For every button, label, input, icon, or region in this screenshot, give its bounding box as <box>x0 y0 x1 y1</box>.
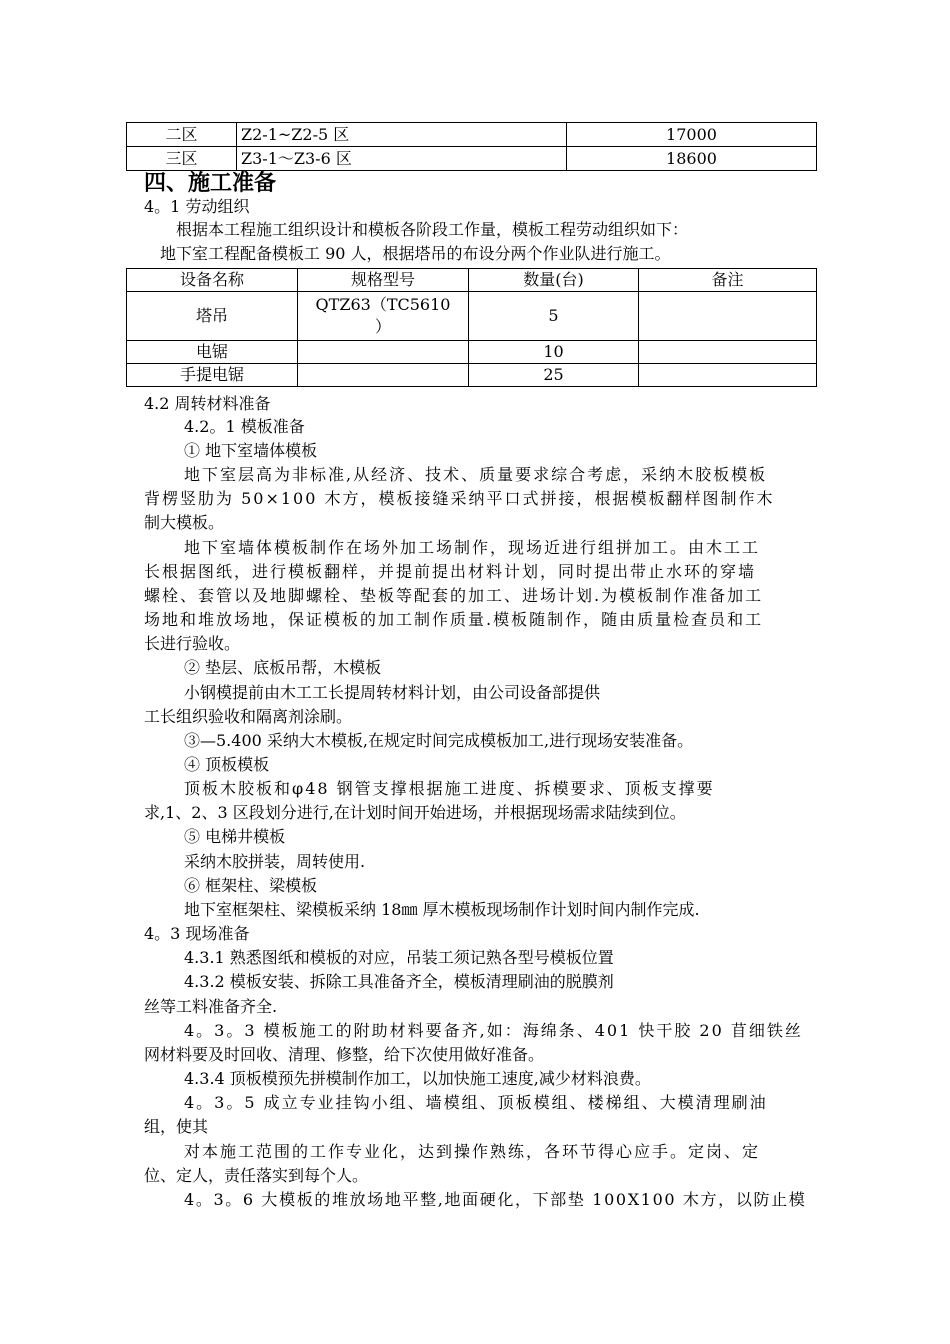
paragraph-line: 地下室框架柱、梁模板采纳 18㎜ 厚木模板现场制作计划时间内制作完成. <box>184 900 700 919</box>
note-cell <box>639 364 817 387</box>
paragraph-line: 求,1、2、3 区段划分进行,在计划时间开始进场，并根据现场需求陆续到位。 <box>144 803 686 822</box>
subsection-title: 4.2。1 模板准备 <box>184 417 305 436</box>
item-title: ⑥ 框架柱、梁模板 <box>184 876 318 895</box>
zone-cell: 二区 <box>127 123 237 147</box>
table-row <box>127 147 817 171</box>
table-row <box>127 123 817 147</box>
table-row <box>127 341 817 364</box>
model-cell <box>298 341 469 364</box>
paragraph-line: 组，使其 <box>144 1117 209 1136</box>
paragraph-line: 地下室墙体模板制作在场外加工场制作，现场近进行组拼加工。由木工工 <box>184 538 761 557</box>
subsection-title: 4。3 现场准备 <box>144 924 250 943</box>
quantity-cell: 10 <box>469 341 639 364</box>
paragraph-line: 长进行验收。 <box>144 634 241 653</box>
paragraph-line: 长根据图纸，进行模板翻样，并提前提出材料计划，同时提出带止水环的穿墙 <box>144 562 757 581</box>
note-cell <box>639 292 817 341</box>
paragraph-line: 地下室层高为非标准,从经济、技术、质量要求综合考虑，采纳木胶板模板 <box>184 465 768 484</box>
value-cell: 17000 <box>567 123 817 147</box>
table-row <box>127 364 817 387</box>
model-line: ） <box>374 317 391 336</box>
subsection-title: 4。1 劳动组织 <box>144 197 250 216</box>
paragraph-line: 4。3。6 大模板的堆放场地平整,地面硬化，下部垫 100X100 木方，以防止模 <box>184 1190 807 1209</box>
model-cell <box>298 292 469 341</box>
range-cell: Z2-1~Z2-5 区 <box>237 123 567 147</box>
equipment-name-cell: 塔吊 <box>127 292 298 341</box>
paragraph-line: 网材料要及时回收、清理、修整，给下次使用做好准备。 <box>144 1045 545 1064</box>
note-cell <box>639 341 817 364</box>
paragraph-line: 顶板木胶板和φ48 钢管支撑根据施工进度、拆模要求、顶板支撑要 <box>184 779 715 798</box>
range-cell: Z3-1～Z3-6 区 <box>237 147 567 171</box>
paragraph-line: 采纳木胶拼装，周转使用. <box>184 852 366 871</box>
paragraph-line: 根据本工程施工组织设计和模板各阶段工作量，模板工程劳动组织如下： <box>176 220 689 239</box>
quantity-cell: 25 <box>469 364 639 387</box>
paragraph-line: 场地和堆放场地，保证模板的加工制作质量.模板随制作，随由质量检查员和工 <box>144 610 764 629</box>
table-header-row <box>127 269 817 292</box>
paragraph-line: 制大模板。 <box>144 513 225 532</box>
paragraph-line: 工长组织验收和隔离剂涂刷。 <box>144 707 353 726</box>
paragraph-line: 螺栓、套管以及地脚螺栓、垫板等配套的加工、进场计划.为模板制作准备加工 <box>144 586 764 605</box>
paragraph-line: 4.3.4 顶板模预先拼模制作加工，以加快施工速度,减少材料浪费。 <box>184 1069 651 1088</box>
item-title: ① 地下室墙体模板 <box>184 441 318 460</box>
paragraph-line: 4。3。5 成立专业挂钩小组、墙模组、顶板模组、楼梯组、大模清理刷油 <box>184 1093 768 1112</box>
paragraph-line: 对本施工范围的工作专业化，达到操作熟练，各环节得心应手。定岗、定 <box>184 1142 761 1161</box>
paragraph-line: 地下室工程配备模板工 90 人，根据塔吊的布设分两个作业队进行施工。 <box>160 244 671 263</box>
equipment-name-cell: 手提电锯 <box>127 364 298 387</box>
column-header: 数量(台) <box>469 269 639 292</box>
paragraph-line: 位、定人，责任落实到每个人。 <box>144 1166 369 1185</box>
zone-cell: 三区 <box>127 147 237 171</box>
item-title: ③—5.400 采纳大木模板,在规定时间完成模板加工,进行现场安装准备。 <box>184 731 694 750</box>
equipment-name-cell: 电锯 <box>127 341 298 364</box>
paragraph-line: 4。3。3 模板施工的附助材料要备齐,如：海绵条、401 快干胶 20 苜细铁丝 <box>184 1021 803 1040</box>
item-title: ④ 顶板模板 <box>184 755 270 774</box>
model-line: QTZ63（TC5610 <box>315 295 451 314</box>
value-cell: 18600 <box>567 147 817 171</box>
paragraph-line: 4.3.2 模板安装、拆除工具准备齐全，模板清理刷油的脱膜剂 <box>184 972 614 991</box>
paragraph-line: 小钢模提前由木工工长提周转材料计划，由公司设备部提供 <box>184 683 601 702</box>
item-title: ⑤ 电梯井模板 <box>184 827 286 846</box>
column-header: 规格型号 <box>298 269 469 292</box>
section-heading: 四、施工准备 <box>144 170 277 196</box>
quantity-cell: 5 <box>469 292 639 341</box>
model-cell <box>298 364 469 387</box>
subsection-title: 4.2 周转材料准备 <box>144 394 271 413</box>
item-title: ② 垫层、底板吊帮，木模板 <box>184 658 382 677</box>
column-header: 设备名称 <box>127 269 298 292</box>
paragraph-line: 4.3.1 熟悉图纸和模板的对应，吊装工须记熟各型号模板位置 <box>184 948 614 967</box>
paragraph-line: 丝等工料准备齐全. <box>144 997 278 1016</box>
column-header: 备注 <box>639 269 817 292</box>
equipment-table <box>126 268 817 387</box>
table-row <box>127 292 817 341</box>
zone-volume-table <box>126 122 817 171</box>
paragraph-line: 背楞竖肋为 50×100 木方，模板接缝采纳平口式拼接，根据模板翻样图制作木 <box>144 489 775 508</box>
